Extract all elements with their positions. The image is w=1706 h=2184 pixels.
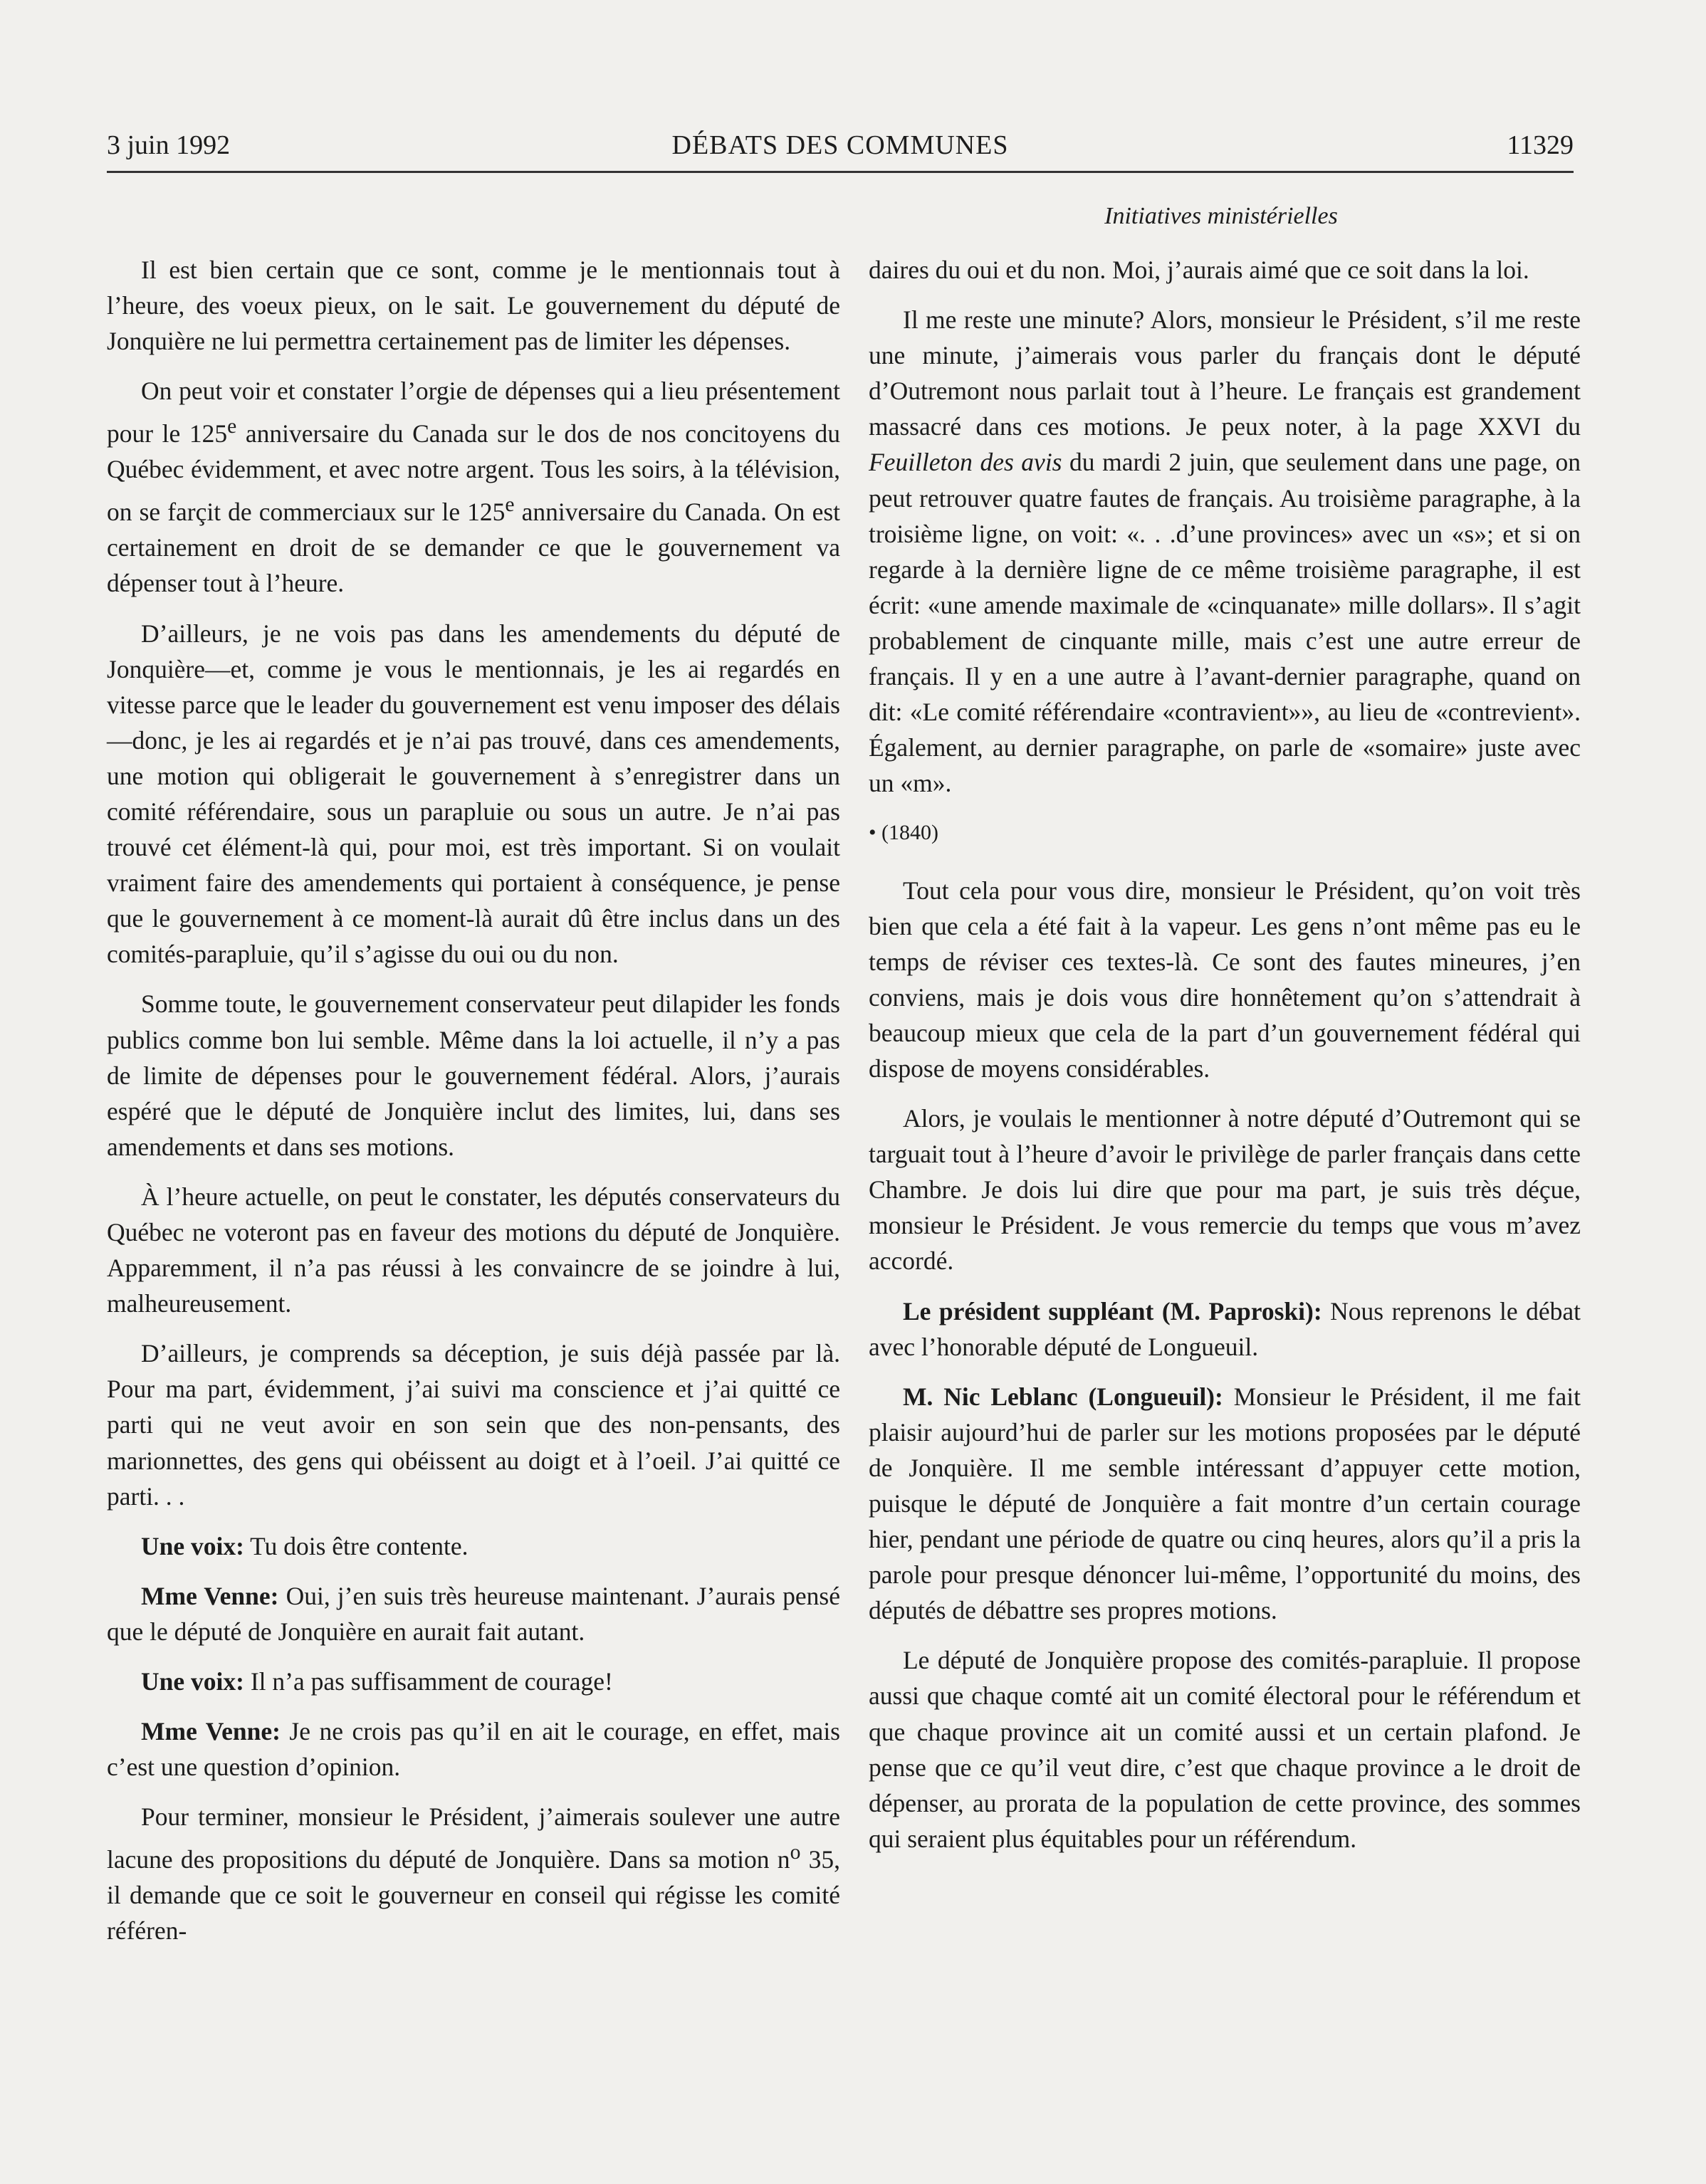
superscript: e (227, 415, 237, 439)
paragraph (107, 1799, 840, 1948)
speaker-name: Mme Venne: (141, 1717, 281, 1746)
text-run: Il me reste une minute? Alors, monsieur le Président, s’il me reste une minute, j’aimerais vous parler du français dont le député d’Outremont nous parlait tout à l’heure. Le français est grandement massacré dans ces motions. Je peux noter, à la page XXVI du (869, 305, 1581, 441)
paragraph: Somme toute, le gouvernement conservateur peut dilapider les fonds publics comme bon lui semble. Même dans la loi actuelle, il n’y a pas de limite de dépenses pour le gouvernement fédéral. Alors, j’aurais espéré que le député de Jonquière inclut des limites, lui, dans ses amendements et dans ses motions. (107, 989, 840, 1161)
header-page-number: 11329 (1507, 130, 1574, 160)
publication-title: Feuilleton des avis (869, 448, 1062, 477)
speech-text: Tu dois être contente. (244, 1531, 469, 1560)
superscript: e (505, 493, 515, 517)
paragraph: À l’heure actuelle, on peut le constater, les députés conservateurs du Québec ne voteront pas en faveur des motions du député de Jonquière. Apparemment, il n’a pas réussi à les convaincre de se joindre à lui, malheureusement. (107, 1182, 840, 1318)
superscript: o (790, 1841, 801, 1864)
text-run: anniversaire du Canada. On est certainement en droit de se demander ce que le gouvernement va dépenser tout à l’heure. (107, 498, 841, 598)
paragraph: daires du oui et du non. Moi, j’aurais aimé que ce soit dans la loi. (869, 256, 1529, 284)
paragraph (107, 373, 840, 601)
speech-paragraph (869, 1293, 1581, 1365)
paragraph: D’ailleurs, je ne vois pas dans les amendements du député de Jonquière—et, comme je vous le mentionnais, je les ai regardés en vitesse parce que le leader du gouvernement est venu imposer des délais—donc, je les ai regardés et je n’ai pas trouvé, dans ces amendements, une motion qui obligerait le gouvernement à s’enregistrer dans un comité référendaire, sous un parapluie ou sous un autre. Je n’ai pas trouvé cet élément-là qui, pour moi, est très important. Si on voulait vraiment faire des amendements qui portaient à conséquence, je pense que le gouvernement à ce moment-là aurait dû être inclus dans un des comités-parapluie, qu’il s’agisse du oui ou du non. (107, 619, 840, 969)
speech-paragraph (107, 1664, 840, 1699)
paragraph: Il est bien certain que ce sont, comme je le mentionnais tout à l’heure, des voeux pieux, on le sait. Le gouvernement du député de Jonquière ne lui permettra certainement pas de limiter les dépenses. (107, 256, 840, 356)
text-run: Pour terminer, monsieur le Président, j’aimerais soulever une autre lacune des propositions du député de Jonquière. Dans sa motion n (107, 1802, 840, 1874)
paragraph (869, 302, 1581, 801)
speech-text: Monsieur le Président, il me fait plaisir aujourd’hui de parler sur les motions proposées par le député de Jonquière. Il me semble intéressant d’appuyer cette motion, puisque le député de Jonquière a fait montre d’un certain courage hier, pendant une période de quatre ou cinq heures, alors qu’il a pris la parole pour presque dénoncer lui-même, l’opportunité du moins, des députés de débattre ses propres motions. (869, 1382, 1581, 1625)
text-run: On peut voir et constater l’orgie de dépenses qui a lieu présentement pour le 125 (107, 377, 840, 448)
speech-text: Oui, j’en suis très heureuse maintenant. J’aurais pensé que le député de Jonquière en aurait fait autant. (107, 1581, 840, 1646)
speech-paragraph (869, 1379, 1581, 1629)
speech-text: Je ne crois pas qu’il en ait le courage, en effet, mais c’est une question d’opinion. (107, 1717, 840, 1782)
text-run: 35, il demande que ce soit le gouverneur en conseil qui régisse les comité référen- (107, 1845, 841, 1946)
right-column (869, 252, 1581, 1871)
speaker-name: Mme Venne: (141, 1581, 279, 1610)
speaker-name: Une voix: (141, 1667, 244, 1696)
speech-paragraph (107, 1528, 840, 1564)
speaker-name: Le président suppléant (M. Paproski): (903, 1296, 1322, 1325)
section-label: Initiatives ministérielles (1104, 203, 1338, 229)
speech-text: Nous reprenons le débat avec l’honorable député de Longueuil. (869, 1296, 1581, 1361)
speech-text: Il n’a pas suffisamment de courage! (244, 1667, 613, 1696)
paragraph: Le député de Jonquière propose des comités-parapluie. Il propose aussi que chaque comté ait un comité électoral pour le référendum et que chaque province ait un comité aussi et un certain plafond. Je pense que ce qu’il veut dire, c’est que chaque province a le droit de dépenser, au prorata de la population de cette province, des sommes qui seraient plus équitables pour un référendum. (869, 1646, 1581, 1853)
text-run: du mardi 2 juin, que seulement dans une page, on peut retrouver quatre fautes de français. Au troisième paragraphe, à la troisième ligne, on voit: «. . .d’une provinces» avec un «s»; et si on regarde à la dernière ligne de ce même troisième paragraphe, il est écrit: «une amende maximale de «cinquanate» mille dollars». Il s’agit probablement de cinquante mille, mais c’est une autre erreur de français. Il y en a une autre à l’avant-dernier paragraphe, quand on dit: «Le comité référendaire «contravient»», au lieu de «contrevient». Également, au dernier paragraphe, on parle de «somaire» juste avec un «m». (869, 448, 1581, 798)
header-title: DÉBATS DES COMMUNES (671, 130, 1009, 160)
page-header (107, 127, 1574, 173)
text-run: anniversaire du Canada sur le dos de nos concitoyens du Québec évidemment, et avec notre argent. Tous les soirs, à la télévision, on se farçit de commerciaux sur le 125 (107, 419, 840, 527)
speaker-name: Une voix: (141, 1531, 244, 1560)
paragraph: Alors, je voulais le mentionner à notre député d’Outremont qui se targuait tout à l’heure d’avoir le privilège de parler français dans cette Chambre. Je dois lui dire que pour ma part, je suis très déçue, monsieur le Président. Je vous remercie du temps que vous m’avez accordé. (869, 1104, 1581, 1276)
time-marker: • (1840) (869, 821, 938, 845)
speaker-name: M. Nic Leblanc (Longueuil): (903, 1382, 1223, 1411)
speech-paragraph (107, 1713, 840, 1785)
paragraph: Tout cela pour vous dire, monsieur le Président, qu’on voit très bien que cela a été fait à la vapeur. Les gens n’ont même pas eu le temps de réviser ces textes-là. Ce sont des fautes mineures, j’en conviens, mais je dois vous dire honnêtement qu’on s’attendrait à beaucoup mieux que cela de la part d’un gouvernement fédéral qui dispose de moyens considérables. (869, 876, 1581, 1083)
paragraph: D’ailleurs, je comprends sa déception, je suis déjà passée par là. Pour ma part, évidemment, j’ai suivi ma conscience et j’ai quitté ce parti qui ne veut avoir en son sein que des non-pensants, des marionnettes, des gens qui obéissent au doigt et à l’oeil. J’ai quitté ce parti. . . (107, 1339, 840, 1511)
header-date: 3 juin 1992 (107, 130, 231, 160)
speech-paragraph (107, 1578, 840, 1649)
left-column (107, 252, 840, 1963)
